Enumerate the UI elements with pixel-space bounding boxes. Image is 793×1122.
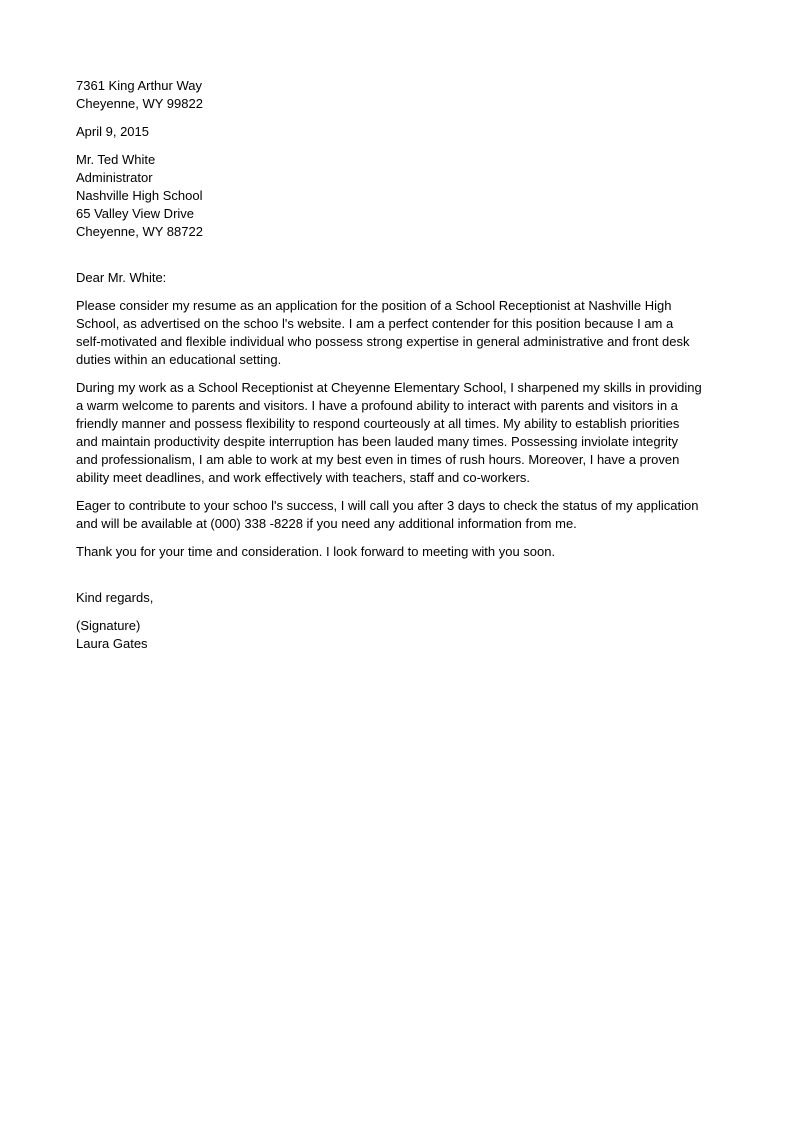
signature-block xyxy=(76,617,726,653)
letter-date xyxy=(76,123,726,141)
recipient-title: Administrator xyxy=(76,170,153,185)
paragraph-line: ability meet deadlines, and work effectively with teachers, staff and co-workers. xyxy=(76,470,531,485)
date-text: April 9, 2015 xyxy=(76,124,149,139)
paragraph-line: School, as advertised on the schoo l's website. I am a perfect contender for this position because I am a xyxy=(76,316,674,331)
paragraph-line: Please consider my resume as an application for the position of a School Receptionist at Nashville High xyxy=(76,298,672,313)
paragraph-line: self-motivated and flexible individual who possess strong expertise in general administrative and front desk xyxy=(76,334,690,349)
letter-page xyxy=(76,77,726,663)
paragraph-line: friendly manner and possess flexibility to respond courteously at all times. My ability to establish priorities xyxy=(76,416,680,431)
sender-street: 7361 King Arthur Way xyxy=(76,78,202,93)
closing-text: Kind regards, xyxy=(76,590,154,605)
signer-name: Laura Gates xyxy=(76,636,148,651)
paragraph-line: duties within an educational setting. xyxy=(76,352,282,367)
paragraph-line: During my work as a School Receptionist at Cheyenne Elementary School, I sharpened my skills in providing xyxy=(76,380,702,395)
body-paragraph-4 xyxy=(76,543,726,561)
paragraph-line: Eager to contribute to your schoo l's success, I will call you after 3 days to check the status of my application xyxy=(76,498,699,513)
body-paragraph-2 xyxy=(76,379,726,487)
body-paragraph-3 xyxy=(76,497,726,533)
salutation xyxy=(76,269,726,287)
sender-address xyxy=(76,77,726,113)
recipient-address xyxy=(76,151,726,241)
signature-placeholder: (Signature) xyxy=(76,618,141,633)
paragraph-line: and professionalism, I am able to work at my best even in times of rush hours. Moreover, I have a proven xyxy=(76,452,680,467)
body-paragraph-1 xyxy=(76,297,726,369)
paragraph-line: and will be available at (000) 338 -8228 if you need any additional information from me. xyxy=(76,516,577,531)
recipient-name: Mr. Ted White xyxy=(76,152,156,167)
sender-city: Cheyenne, WY 99822 xyxy=(76,96,203,111)
paragraph-line: a warm welcome to parents and visitors. I have a profound ability to interact with parents and visitors in a xyxy=(76,398,678,413)
paragraph-line: Thank you for your time and consideration. I look forward to meeting with you soon. xyxy=(76,544,556,559)
recipient-organization: Nashville High School xyxy=(76,188,203,203)
closing xyxy=(76,589,726,607)
recipient-street: 65 Valley View Drive xyxy=(76,206,195,221)
recipient-city: Cheyenne, WY 88722 xyxy=(76,224,203,239)
salutation-text: Dear Mr. White: xyxy=(76,270,167,285)
paragraph-line: and maintain productivity despite interruption has been lauded many times. Possessing inviolate integrity xyxy=(76,434,678,449)
